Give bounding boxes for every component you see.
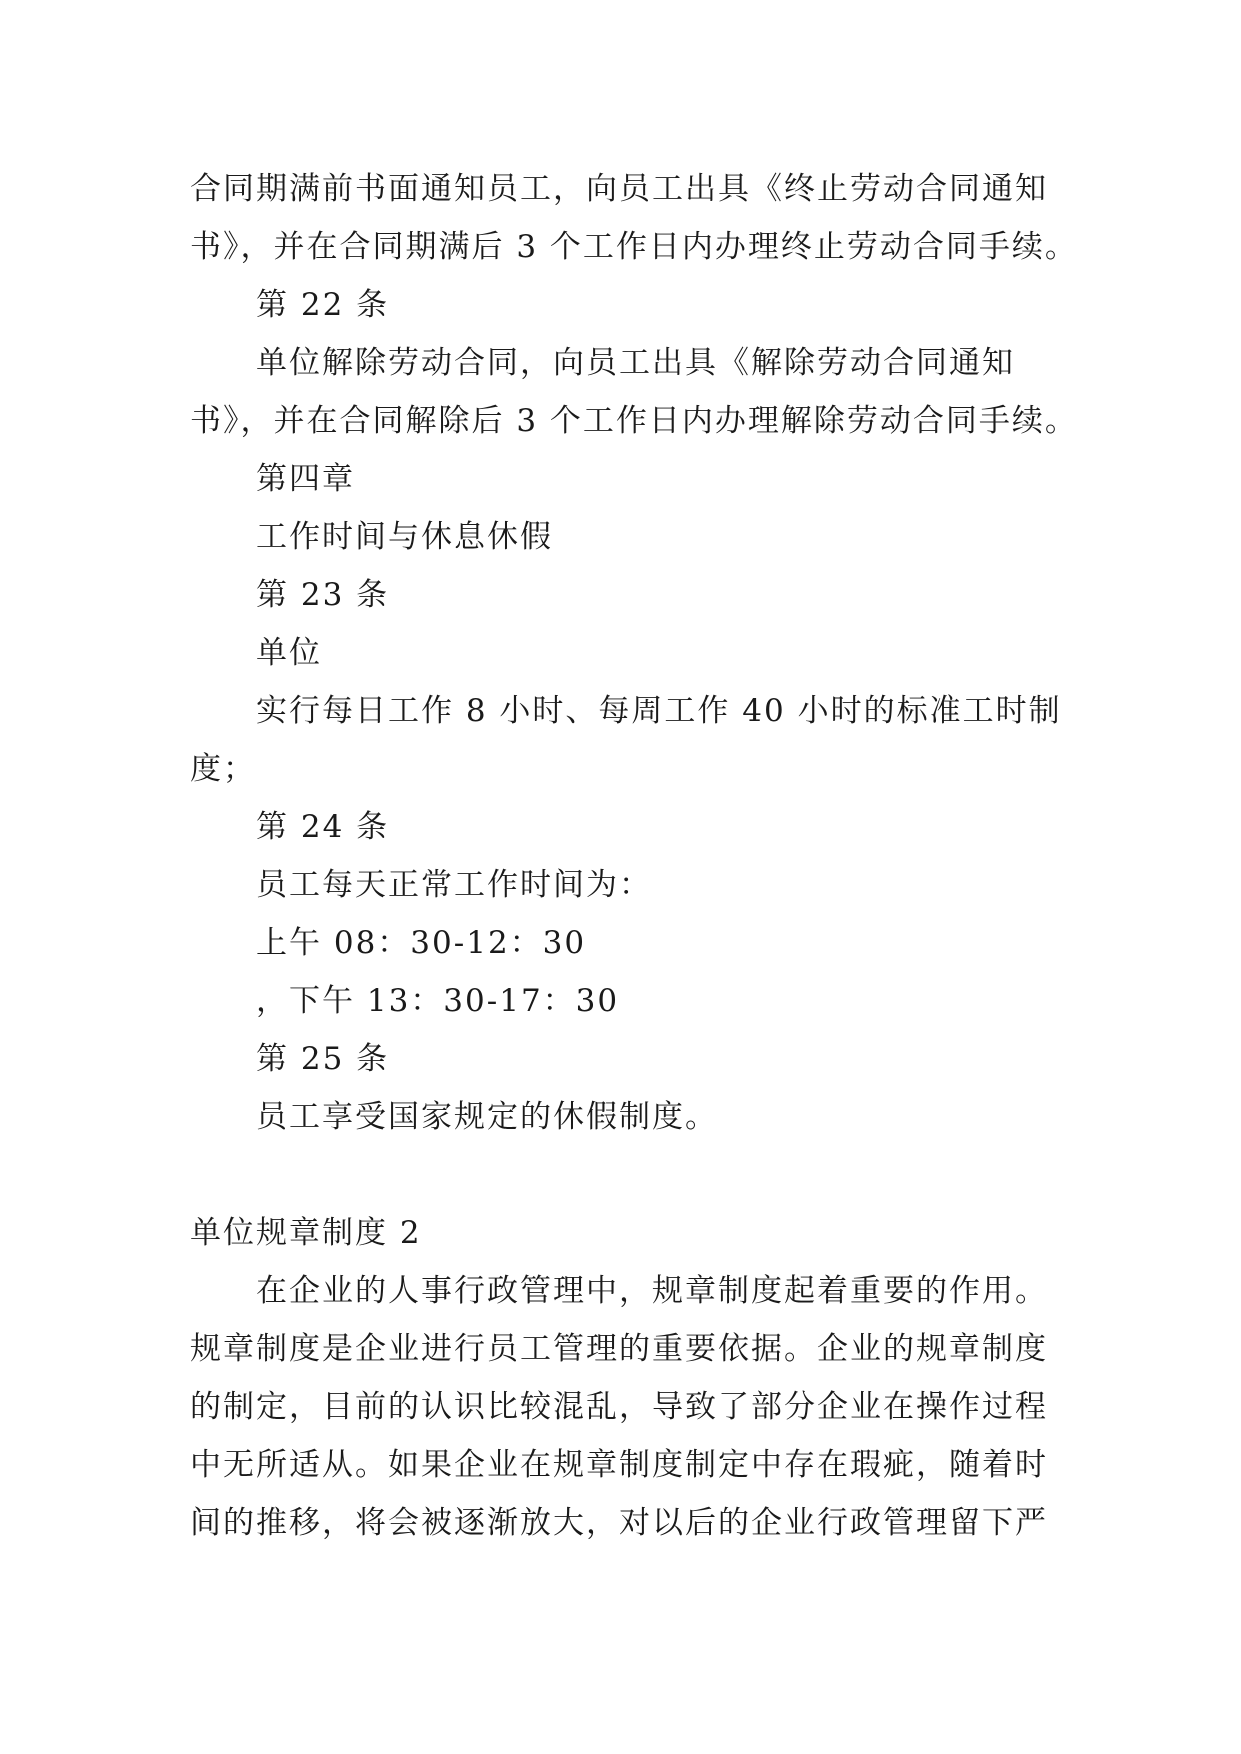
paragraph-line: 中无所适从。如果企业在规章制度制定中存在瑕疵，随着时 [190,1447,1048,1483]
article-heading: 第 22 条 [256,287,390,323]
paragraph-line: 的制定，目前的认识比较混乱，导致了部分企业在操作过程 [190,1389,1048,1425]
chapter-title: 工作时间与休息休假 [256,519,553,555]
article-heading: 第 25 条 [256,1041,390,1077]
document-body [190,160,1078,1552]
paragraph-line: 员工享受国家规定的休假制度。 [256,1099,718,1135]
article-heading: 第 24 条 [256,809,390,845]
section-title: 单位规章制度 2 [190,1215,422,1251]
section-gap [190,1146,1060,1204]
paragraph-line: 规章制度是企业进行员工管理的重要依据。企业的规章制度 [190,1331,1048,1367]
paragraph-line: ，下午 13：30-17：30 [256,983,620,1019]
article-heading: 第 23 条 [256,577,390,613]
paragraph-line: 单位解除劳动合同，向员工出具《解除劳动合同通知 [256,345,1015,381]
paragraph-line: 单位 [256,635,322,671]
paragraph-line: 在企业的人事行政管理中，规章制度起着重要的作用。 [256,1273,1048,1309]
paragraph-line: 间的推移，将会被逐渐放大，对以后的企业行政管理留下严 [190,1505,1048,1541]
paragraph-line: 实行每日工作 8 小时、每周工作 40 小时的标准工时制 [256,693,1062,729]
paragraph-line: 度； [190,751,256,787]
paragraph-line: 书》，并在合同解除后 3 个工作日内办理解除劳动合同手续。 [190,403,1078,439]
chapter-heading: 第四章 [256,461,355,497]
paragraph-line: 上午 08：30-12：30 [256,925,587,961]
paragraph-line: 员工每天正常工作时间为： [256,867,652,903]
paragraph-line: 书》，并在合同期满后 3 个工作日内办理终止劳动合同手续。 [190,229,1078,265]
paragraph-line: 合同期满前书面通知员工，向员工出具《终止劳动合同通知 [190,171,1048,207]
